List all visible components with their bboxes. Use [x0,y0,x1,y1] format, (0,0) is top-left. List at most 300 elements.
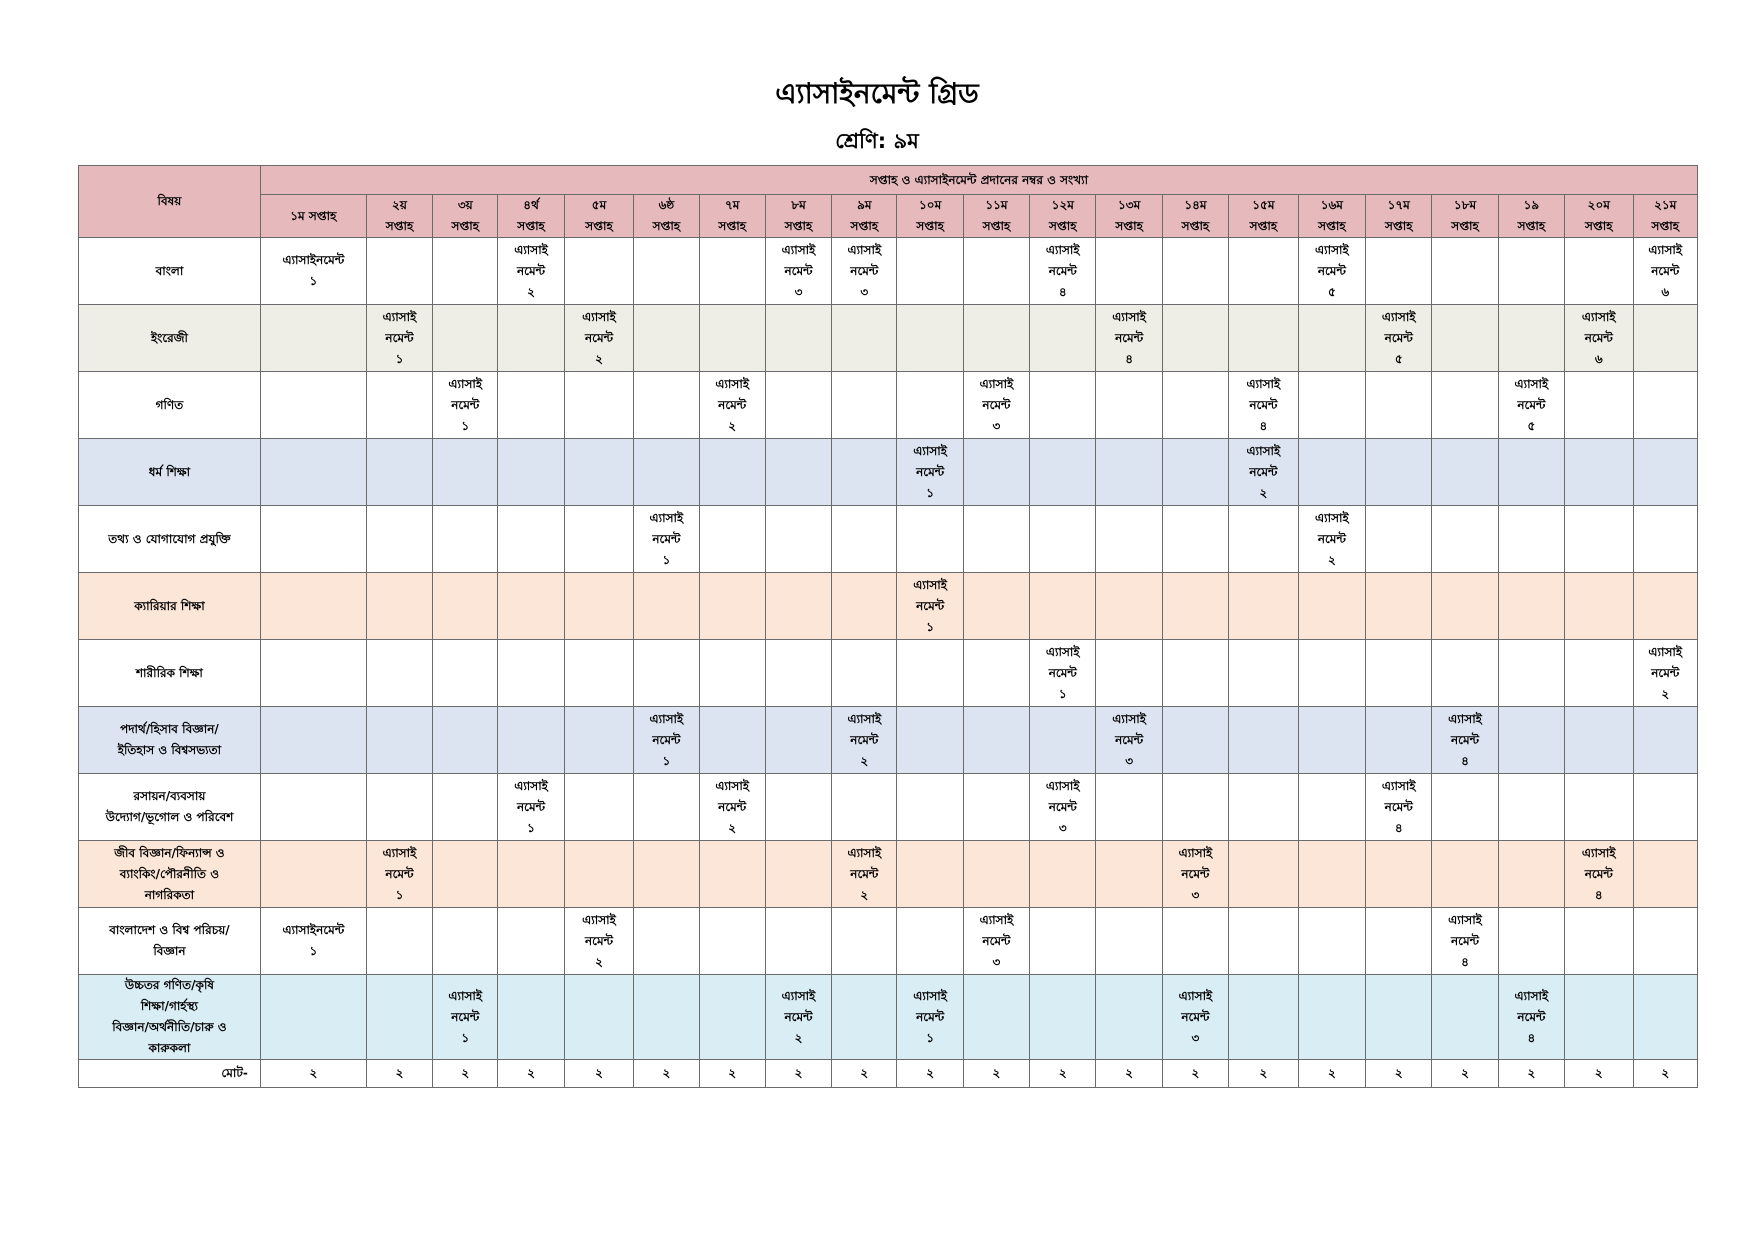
week-cell [1096,238,1162,305]
text-line: বিজ্ঞান [153,944,186,958]
text-line: সপ্তাহ [1517,219,1546,233]
text-line: নমেন্ট [1517,1009,1546,1024]
week-cell [1229,573,1299,640]
week-cell [963,707,1029,774]
week-cell [832,573,897,640]
text-line: ১৫ম [1252,198,1275,212]
text-line: নমেন্ট [1048,799,1077,814]
week-cell [433,573,498,640]
week-header-17 [1366,195,1432,238]
week-cell [897,372,963,439]
subject-cell [79,305,261,372]
week-cell [1366,238,1432,305]
week-header-13 [1096,195,1162,238]
text-line: বিজ্ঞান/অর্থনীতি/চারু ও [112,1020,227,1034]
week-cell [433,640,498,707]
week-cell [498,439,564,506]
text-line: এ্যাসাই [1381,309,1416,324]
text-line: এ্যাসাই [1045,778,1080,793]
assignment-cell [765,238,831,305]
week-cell [366,238,432,305]
text-line: ৬ [1661,284,1670,299]
week-cell [1298,439,1365,506]
text-line: সপ্তাহ [1584,219,1613,233]
week-cell [1298,372,1365,439]
text-line: ৫ম [591,198,607,212]
week-cell [963,573,1029,640]
text-line: ৪ [1125,351,1134,366]
grid-body [79,238,1698,1088]
text-line: ১ [461,1030,470,1045]
week-cell [765,640,831,707]
text-line: ৩ [992,954,1001,969]
week-cell [498,707,564,774]
week-cell [832,640,897,707]
week-cell [366,506,432,573]
week-cell [564,774,634,841]
week-cell [765,573,831,640]
text-line: এ্যাসাই [1514,988,1549,1003]
text-line: ২ [728,820,737,835]
subject-cell [79,841,261,908]
text-line: ৪ [1461,753,1469,768]
text-line: নমেন্ট [1384,799,1413,814]
text-line: নমেন্ট [1651,263,1680,278]
week-cell [1498,573,1564,640]
week-cell [765,774,831,841]
week-cell [699,305,765,372]
week-cell [897,305,963,372]
assignment-cell [1498,372,1564,439]
week-cell [1030,908,1096,975]
week-cell [765,707,831,774]
text-line: ৪ [1527,1030,1536,1045]
week-cell [498,908,564,975]
assignment-cell [1565,841,1633,908]
text-line: পদার্থ/হিসাব বিজ্ঞান/ [120,722,219,736]
text-line: নমেন্ট [916,598,945,613]
text-line: ৯ম [857,198,872,212]
text-line: নমেন্ট [982,397,1011,412]
text-line: এ্যাসাইনমেন্ট [282,923,345,937]
text-line: ১৯ [1523,198,1540,212]
assignment-cell [1162,841,1228,908]
text-line: নমেন্ট [451,397,480,412]
week-cell [1229,908,1299,975]
total-cell: ২ [765,1060,831,1088]
week-cell [963,640,1029,707]
assignment-cell [1298,506,1365,573]
text-line: নমেন্ট [1115,330,1144,345]
text-line: ১ [461,418,470,433]
text-line: নমেন্ট [1249,397,1278,412]
week-cell [1565,975,1633,1060]
week-cell [1565,372,1633,439]
text-line: ১৮ম [1453,198,1477,212]
assignment-cell [1565,305,1633,372]
text-line: উদ্যোগ/ভূগোল ও পরিবেশ [105,810,234,824]
week-cell [1229,238,1299,305]
assignment-cell [634,506,699,573]
week-cell [433,506,498,573]
text-line: ৪ [1461,954,1469,969]
week-cell [1162,372,1228,439]
text-line: সপ্তাহ [784,219,813,233]
text-line: ১২ম [1051,198,1074,212]
total-cell: ২ [832,1060,897,1088]
assignment-cell [963,372,1029,439]
week-cell [1162,774,1228,841]
week-cell [1298,908,1365,975]
text-line: এ্যাসাই [649,510,684,525]
week-cell [1498,707,1564,774]
subject-cell [79,975,261,1060]
text-line: ১ [395,887,404,902]
week-cell [699,707,765,774]
text-line: এ্যাসাই [1314,510,1349,525]
assignment-cell [634,707,699,774]
text-line: নমেন্ট [584,933,614,948]
week-cell [1162,506,1228,573]
subject-cell [79,506,261,573]
week-cell [1096,774,1162,841]
text-line: তথ্য ও যোগাযোগ প্রযুক্তি [108,531,231,546]
text-line: এ্যাসাই [781,242,816,257]
text-line: ২ [860,753,869,768]
text-line: নমেন্ট [850,866,879,881]
text-line: এ্যাসাই [847,242,882,257]
text-line: এ্যাসাই [913,577,947,592]
assignment-cell [897,573,963,640]
text-line: ৪ [1058,284,1067,299]
week-cell [433,238,498,305]
week-cell [634,908,699,975]
assignment-cell [1366,774,1432,841]
text-line: এ্যাসাই [582,309,616,324]
text-line: নমেন্ট [718,799,747,814]
week-cell [634,372,699,439]
week-header-15 [1229,195,1299,238]
text-line: ১১ম [985,198,1008,212]
week-cell [1298,707,1365,774]
text-line: ৩য় [457,198,473,212]
text-line: নমেন্ট [1317,531,1346,546]
week-header-19 [1498,195,1564,238]
assignment-cell [699,774,765,841]
subject-cell [79,573,261,640]
week-cell [260,439,366,506]
total-cell: ২ [564,1060,634,1088]
week-cell [260,573,366,640]
week-cell [1298,573,1365,640]
week-cell [634,305,699,372]
assignment-cell [1229,439,1299,506]
assignment-cell [765,975,831,1060]
total-cell: ২ [498,1060,564,1088]
week-cell [1498,640,1564,707]
week-cell [1030,439,1096,506]
assignment-cell [564,908,634,975]
text-line: সপ্তাহ [585,219,613,233]
assignment-cell [1432,707,1498,774]
text-line: নমেন্ট [1451,933,1480,948]
text-line: সপ্তাহ [1318,219,1346,233]
assignment-cell [433,372,498,439]
week-cell [1432,774,1498,841]
week-cell [1498,908,1564,975]
text-line: নমেন্ট [784,263,813,278]
week-cell [1366,506,1432,573]
text-line: এ্যাসাই [1648,644,1683,659]
week-cell [1298,774,1365,841]
week-cell [260,841,366,908]
week-cell [699,439,765,506]
week-cell [1366,975,1432,1060]
week-cell [1498,506,1564,573]
week-cell [1229,774,1299,841]
week-cell [897,908,963,975]
week-cell [699,238,765,305]
text-line: ২ [794,1030,803,1045]
assignment-cell [897,439,963,506]
week-cell [564,573,634,640]
text-line: নমেন্ট [517,799,546,814]
week-header-3 [433,195,498,238]
text-line: এ্যাসাই [1314,242,1349,257]
subject-cell [79,640,261,707]
text-line: এ্যাসাই [715,778,750,793]
text-line: ২ [595,954,603,969]
week-cell [1096,640,1162,707]
text-line: বাংলাদেশ ও বিশ্ব পরিচয়/ [109,923,230,937]
text-line: এ্যাসাই [448,988,483,1003]
week-cell [1366,908,1432,975]
week-cell [1432,372,1498,439]
week-cell [1432,640,1498,707]
text-line: এ্যাসাই [1178,988,1213,1003]
table-row [79,573,1698,640]
text-line: সপ্তাহ [1115,219,1143,233]
text-line: ৫ [1527,418,1536,433]
assignment-cell [1633,238,1697,305]
week-cell [1432,841,1498,908]
week-cell [366,573,432,640]
assignment-cell [260,238,366,305]
text-line: ১ [926,485,935,500]
week-cell [1432,573,1498,640]
text-line: নমেন্ট [451,1009,480,1024]
text-line: ৩ [860,284,869,299]
text-line: সপ্তাহ [982,219,1011,233]
week-header-16 [1298,195,1365,238]
text-line: ৪র্থ [523,198,539,212]
week-cell [1030,372,1096,439]
total-cell: ২ [433,1060,498,1088]
text-line: ৬ [1594,351,1603,366]
text-line: গণিত [155,397,184,412]
week-cell [260,640,366,707]
week-cell [498,975,564,1060]
assignment-cell [897,975,963,1060]
week-cell [1432,238,1498,305]
text-line: জীব বিজ্ঞান/ফিন্যান্স ও [114,845,225,860]
subject-cell [79,439,261,506]
text-line: এ্যাসাই [979,912,1014,927]
week-cell [260,506,366,573]
week-cell [963,439,1029,506]
header-row-weeks [79,195,1698,238]
week-header-12 [1030,195,1096,238]
text-line: নমেন্ট [517,263,546,278]
assignment-cell [832,841,897,908]
week-cell [1229,640,1299,707]
text-line: ৫ [1327,284,1336,299]
text-line: নমেন্ট [982,933,1011,948]
text-line: সপ্তাহ [1384,219,1413,233]
text-line: নমেন্ট [652,732,681,747]
week-cell [1432,439,1498,506]
total-cell: ২ [366,1060,432,1088]
week-cell [1498,305,1564,372]
week-header-4 [498,195,564,238]
text-line: নমেন্ট [1181,1009,1210,1024]
text-line: ১০ম [919,198,942,212]
week-cell [634,975,699,1060]
week-cell [1565,707,1633,774]
week-cell [1366,640,1432,707]
week-cell [1565,573,1633,640]
week-cell [260,975,366,1060]
text-line: এ্যাসাই [913,988,947,1003]
week-cell [1030,573,1096,640]
week-cell [897,506,963,573]
week-header-7 [699,195,765,238]
week-cell [1498,238,1564,305]
text-line: ১৩ম [1117,198,1141,212]
text-line: এ্যাসাই [1581,845,1616,860]
week-cell [260,774,366,841]
week-cell [765,372,831,439]
week-cell [963,774,1029,841]
week-cell [1633,908,1697,975]
text-line: ৬ষ্ঠ [658,198,675,212]
text-line: নমেন্ট [916,464,945,479]
week-header-2 [366,195,432,238]
text-line: ২ [527,284,535,299]
week-cell [1565,238,1633,305]
week-cell [699,573,765,640]
week-cell [832,439,897,506]
week-cell [832,506,897,573]
week-cell [765,908,831,975]
text-line: ১ [926,1030,935,1045]
week-cell [498,640,564,707]
text-line: সপ্তাহ [718,219,746,233]
text-line: এ্যাসাই [582,912,616,927]
total-cell: ২ [1096,1060,1162,1088]
text-line: ইতিহাস ও বিশ্বসভ্যতা [117,743,222,757]
week-cell [1498,774,1564,841]
text-line: ২ [1327,552,1336,567]
week-cell [366,707,432,774]
text-line: ২১ম [1654,198,1677,212]
week-header-21 [1633,195,1697,238]
text-line: এ্যাসাই [1381,778,1416,793]
assignment-cell [1366,305,1432,372]
week-cell [765,841,831,908]
text-line: শিক্ষা/গার্হস্থ্য [140,999,199,1013]
week-cell [564,506,634,573]
week-cell [634,640,699,707]
assignment-cell [832,238,897,305]
text-line: নমেন্ট [1317,263,1346,278]
table-row [79,305,1698,372]
text-line: নমেন্ট [1584,866,1613,881]
week-cell [260,305,366,372]
week-cell [564,841,634,908]
assignment-cell [366,305,432,372]
text-line: ১৪ম [1184,198,1207,212]
text-line: নমেন্ট [385,866,414,881]
week-header-1 [260,195,366,238]
week-cell [963,841,1029,908]
week-cell [564,640,634,707]
text-line: এ্যাসাই [781,988,816,1003]
assignment-cell [699,372,765,439]
text-line: এ্যাসাই [913,443,947,458]
text-line: এ্যাসাই [1246,443,1281,458]
text-line: এ্যাসাই [448,376,483,391]
text-line: ৩ [1058,820,1067,835]
text-line: ৩ [1191,1030,1200,1045]
week-cell [260,707,366,774]
text-line: নমেন্ট [1181,866,1210,881]
text-line: ৩ [1125,753,1134,768]
total-cell: ২ [1229,1060,1299,1088]
week-cell [1298,975,1365,1060]
week-cell [498,305,564,372]
week-cell [1633,841,1697,908]
text-line: ২ [728,418,737,433]
week-cell [1366,372,1432,439]
assignment-cell [1298,238,1365,305]
week-cell [1229,305,1299,372]
assignment-cell [260,908,366,975]
text-line: সপ্তাহ [652,219,681,233]
text-line: নমেন্ট [1451,732,1480,747]
week-cell [1162,573,1228,640]
week-cell [1565,506,1633,573]
table-row [79,975,1698,1060]
week-cell [1096,573,1162,640]
assignment-cell [498,774,564,841]
text-line: নমেন্ট [1517,397,1546,412]
week-cell [1162,238,1228,305]
text-line: এ্যাসাই [715,376,750,391]
text-line: ৮ম [791,198,806,212]
week-cell [1633,573,1697,640]
total-cell: ২ [1030,1060,1096,1088]
text-line: ২০ম [1587,198,1610,212]
table-row [79,908,1698,975]
week-cell [963,975,1029,1060]
week-cell [1030,707,1096,774]
text-line: এ্যাসাই [1448,912,1482,927]
text-line: নমেন্ট [718,397,747,412]
text-line: ২ [1259,485,1268,500]
week-cell [1030,305,1096,372]
text-line: সপ্তাহ [1451,219,1479,233]
